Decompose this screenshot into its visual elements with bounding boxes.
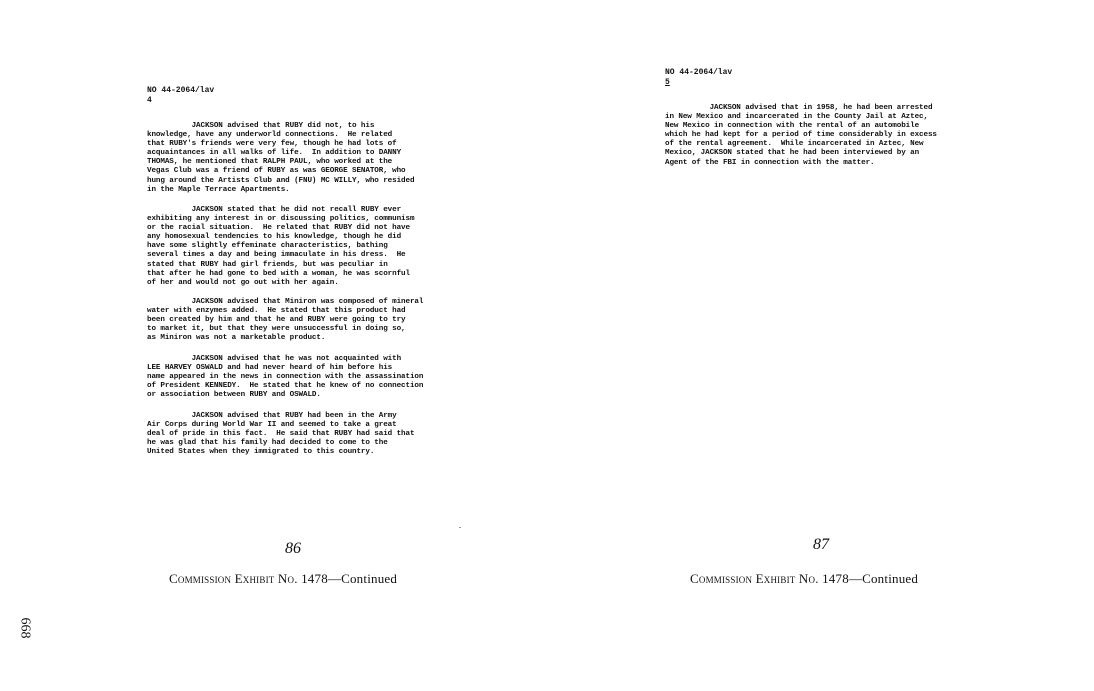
paragraph: JACKSON advised that he was not acquainted with LEE HARVEY OSWALD and had never heard of him before his name appeared in the news in connection with the assassination of President KENNEDY. He stated that he knew of no connection or association between RUBY and OSWALD. (147, 355, 424, 400)
file-number: NO 44-2064/lav (147, 86, 215, 95)
volume-page-number: 668 (17, 617, 33, 639)
paragraph: JACKSON advised that in 1958, he had been arrested in New Mexico and incarcerated in the County Jail at Aztec, New Mexico in connection with the rental of an automobile which he had kept for a period of time considerably in excess of the rental agreement. While incarcerated in Aztec, New Mexico, JACKSON stated that he had been interviewed by an Agent of the FBI in connection with the matter. (665, 104, 937, 167)
scan-speck (459, 527, 461, 528)
caption-continued: —Continued (848, 571, 919, 586)
handwritten-page-number: 86 (285, 540, 301, 557)
caption-continued: —Continued (327, 571, 398, 586)
paragraph: JACKSON advised that RUBY had been in the Army Air Corps during World War II and seemed to take a great deal of pride in this fact. He said that RUBY had said that he was glad that his family had decided to come to the United States when they immigrated to this country. (147, 412, 415, 457)
page-number: 4 (147, 96, 152, 105)
file-number: NO 44-2064/lav (665, 68, 733, 77)
paragraph: JACKSON stated that he did not recall RUBY ever exhibiting any interest in or discussing politics, communism or the racial situation. He related that RUBY did not have any homosexual tendencies to his knowledge, though he did have some slightly effeminate characteristics, bathing several times a day and being immaculate in his dress. He stated that RUBY had girl friends, but was peculiar in that after he had gone to bed with a woman, he was scornful of her and would not go out with her again. (147, 206, 415, 287)
exhibit-caption (169, 571, 397, 587)
caption-title: Commission Exhibit No. 1478 (169, 571, 328, 586)
caption-title: Commission Exhibit No. 1478 (690, 571, 849, 586)
paragraph: JACKSON advised that Miniron was composed of mineral water with enzymes added. He stated that this product had been created by him and that he and RUBY were going to try to market it, but that they were unsuccessful in doing so, as Miniron was not a marketable product. (147, 298, 424, 343)
handwritten-page-number: 87 (813, 536, 829, 553)
exhibit-caption (690, 571, 918, 587)
page-number: 5 (665, 78, 670, 87)
paragraph: JACKSON advised that RUBY did not, to his knowledge, have any underworld connections. He related that RUBY's friends were very few, though he had lots of acquaintances in all walks of life. In addition to DANNY THOMAS, he mentioned that RALPH PAUL, who worked at the Vegas Club was a friend of RUBY as was GEORGE SENATOR, who hung around the Artists Club and (FNU) MC WILLY, who resided in the Maple Terrace Apartments. (147, 122, 415, 194)
